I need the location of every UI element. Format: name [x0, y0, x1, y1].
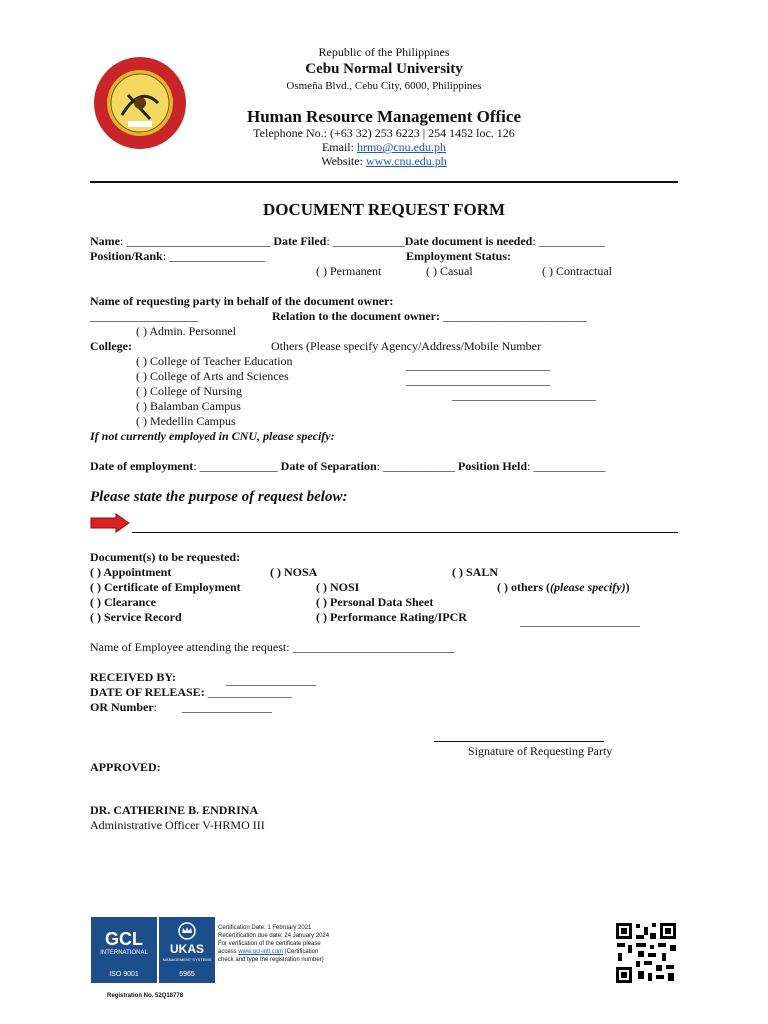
others-field-3[interactable]: ________________________: [452, 388, 596, 402]
website-link[interactable]: www.cnu.edu.ph: [365, 154, 447, 168]
requesting-party-field[interactable]: __________________: [90, 309, 198, 323]
doc-others-specify: (please specify): [549, 580, 626, 594]
date-employment-field[interactable]: _____________: [199, 459, 278, 473]
signature-line[interactable]: [434, 741, 604, 742]
or-number-row: OR Number: _______________: [90, 700, 273, 714]
website-label: Website:: [321, 154, 366, 168]
doc-pds[interactable]: ( ) Personal Data Sheet: [316, 595, 434, 609]
doc-others-field[interactable]: ____________________: [520, 614, 640, 628]
date-separation-field[interactable]: ____________: [383, 459, 455, 473]
attending-field[interactable]: ___________________________: [292, 640, 455, 654]
email-label: Email:: [321, 140, 357, 154]
position-row: Position/Rank: ________________: [90, 249, 266, 263]
university-name: Cebu Normal University: [305, 61, 463, 77]
doc-service-record[interactable]: ( ) Service Record: [90, 610, 182, 624]
others-label: Others (Please specify Agency/Address/Mobile Number: [271, 339, 541, 353]
status-casual[interactable]: ( ) Casual: [426, 264, 473, 278]
college-option-con[interactable]: ( ) College of Nursing: [136, 384, 242, 398]
or-number-label: OR Number: [90, 700, 154, 714]
approved-label: APPROVED:: [90, 760, 161, 774]
attending-label: Name of Employee attending the request:: [90, 640, 290, 654]
crown-icon: [178, 922, 196, 940]
name-field[interactable]: ________________________: [126, 234, 271, 248]
republic-line: Republic of the Philippines: [318, 45, 450, 59]
doc-nosi[interactable]: ( ) NOSI: [316, 580, 360, 594]
gcl-logo: GCL INTERNATIONAL ISO 9001: [91, 917, 157, 983]
relation-row: [272, 309, 587, 324]
position-field[interactable]: ________________: [169, 249, 266, 263]
website-line: [184, 154, 584, 169]
admin-personnel-option[interactable]: ( ) Admin. Personnel: [136, 324, 236, 338]
position-held-field[interactable]: ____________: [533, 459, 606, 473]
doc-appointment[interactable]: ( ) Appointment: [90, 565, 172, 579]
date-separation-label: Date of Separation: [280, 459, 377, 473]
registration-number: Registration No. 52Q18778: [107, 993, 184, 999]
date-needed-label: Date document is needed: [404, 234, 533, 248]
status-permanent[interactable]: ( ) Permanent: [316, 264, 382, 278]
telephone-line: Telephone No.: (+63 32) 253 6223 | 254 1452 loc. 126: [253, 126, 515, 140]
others-field-2[interactable]: ________________________: [406, 373, 550, 387]
header-divider: [90, 181, 678, 183]
date-release-label: DATE OF RELEASE:: [90, 685, 205, 699]
requesting-party-label: Name of requesting party in behalf of the document owner:: [90, 294, 394, 308]
date-release-row: [90, 685, 292, 700]
approver-title: Administrative Officer V-HRMO III: [90, 818, 265, 832]
name-row: Name: ________________________ Date Filed: ____________Date document is needed: ___________: [90, 234, 605, 248]
doc-coe[interactable]: ( ) Certificate of Employment: [90, 580, 241, 594]
or-number-field[interactable]: _______________: [182, 700, 273, 714]
not-employed-note: If not currently employed in CNU, please specify:: [90, 429, 335, 443]
office-name: Human Resource Management Office: [247, 107, 521, 126]
certification-info: Certification Date: 1 February 2021 Recertification due date: 24 January 2024 For verification of the certificate please access www.gcl-intl.com (Certification check and type the registration number): [218, 925, 330, 963]
status-contractual[interactable]: ( ) Contractual: [542, 264, 612, 278]
date-needed-field[interactable]: ___________: [538, 234, 605, 248]
doc-others[interactable]: ( ) others ((please specify)): [497, 580, 630, 594]
gcl-link[interactable]: www.gcl-intl.com: [238, 949, 284, 955]
name-label: Name: [90, 234, 120, 248]
college-option-cte[interactable]: ( ) College of Teacher Education: [136, 354, 293, 368]
purpose-field[interactable]: [132, 532, 678, 533]
qr-code-icon: [614, 921, 678, 985]
employment-dates-row: Date of employment: _____________ Date of Separation: ____________ Position Held: ____________: [90, 459, 606, 473]
date-filed-field[interactable]: ____________: [332, 234, 405, 248]
position-label: Position/Rank: [90, 249, 163, 263]
college-option-medellin[interactable]: ( ) Medellin Campus: [136, 414, 236, 428]
received-by-label: RECEIVED BY:: [90, 670, 176, 684]
doc-nosa[interactable]: ( ) NOSA: [270, 565, 318, 579]
date-employment-label: Date of employment: [90, 459, 194, 473]
employment-status-label: Employment Status:: [406, 249, 512, 263]
ukas-logo: UKAS MANAGEMENT SYSTEMS 5965: [159, 917, 215, 983]
relation-label: Relation to the document owner:: [272, 309, 440, 323]
doc-ipcr[interactable]: ( ) Performance Rating/IPCR: [316, 610, 467, 624]
purpose-label: Please state the purpose of request below:: [90, 489, 348, 505]
doc-clearance[interactable]: ( ) Clearance: [90, 595, 156, 609]
received-by-field[interactable]: _______________: [226, 673, 316, 687]
approver-name: DR. CATHERINE B. ENDRINA: [90, 803, 259, 817]
email-link[interactable]: hrmo@cnu.edu.ph: [356, 140, 447, 154]
position-held-label: Position Held: [458, 459, 528, 473]
college-option-balamban[interactable]: ( ) Balamban Campus: [136, 399, 241, 413]
right-arrow-icon: [90, 513, 130, 533]
others-field-1[interactable]: ________________________: [406, 358, 550, 372]
doc-others-label: ( ) others: [497, 580, 543, 594]
email-line: [184, 140, 584, 155]
date-release-field[interactable]: ______________: [207, 685, 292, 699]
college-option-cas[interactable]: ( ) College of Arts and Sciences: [136, 369, 289, 383]
date-filed-label: Date Filed: [273, 234, 327, 248]
university-seal: [92, 55, 188, 151]
doc-saln[interactable]: ( ) SALN: [452, 565, 499, 579]
relation-field[interactable]: ________________________: [442, 309, 587, 323]
university-address: Osmeña Blvd., Cebu City, 6000, Philippines: [286, 80, 482, 92]
documents-label: Document(s) to be requested:: [90, 550, 241, 564]
signature-label: Signature of Requesting Party: [468, 744, 613, 758]
form-title: DOCUMENT REQUEST FORM: [262, 200, 506, 219]
attending-row: [90, 640, 455, 655]
college-label: College:: [90, 339, 132, 353]
